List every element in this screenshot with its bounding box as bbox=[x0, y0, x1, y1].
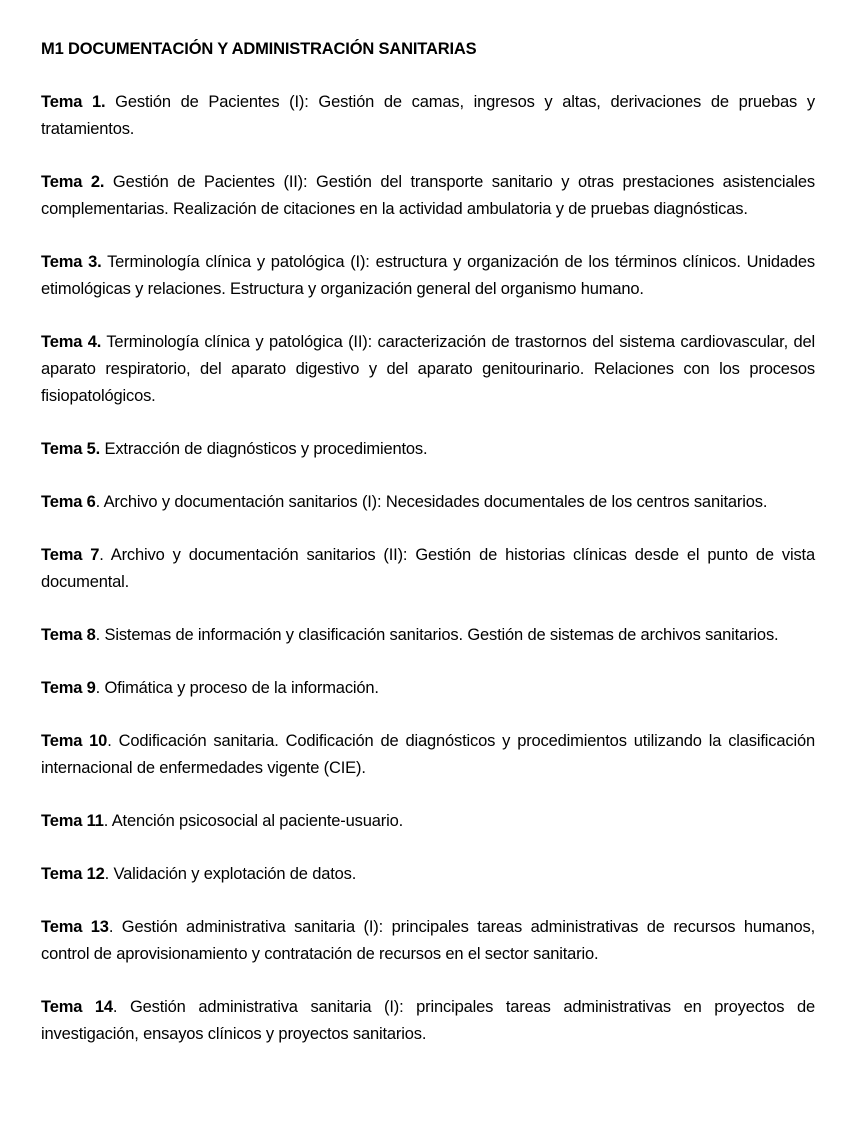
topic-item-7 bbox=[41, 542, 815, 596]
topic-item-6 bbox=[41, 489, 815, 516]
topic-text-4: Terminología clínica y patológica (II): caracterización de trastornos del sistema cardiovascular, del aparato respiratorio, del aparato digestivo y del aparato genitourinario. Relaciones con los procesos fisiopatológicos. bbox=[41, 333, 816, 405]
topic-text-6: . Archivo y documentación sanitarios (I): Necesidades documentales de los centros sanitarios. bbox=[95, 493, 768, 511]
topic-item-5 bbox=[41, 436, 815, 463]
topic-text-8: . Sistemas de información y clasificación sanitarios. Gestión de sistemas de archivos sanitarios. bbox=[95, 626, 779, 644]
topic-text-2: Gestión de Pacientes (II): Gestión del transporte sanitario y otras prestaciones asistenciales complementarias. Realización de citaciones en la actividad ambulatoria y de pruebas diagnósticas. bbox=[41, 173, 815, 218]
topic-item-10 bbox=[41, 728, 815, 782]
topic-label-11: Tema 11 bbox=[41, 812, 104, 830]
topic-label-4: Tema 4. bbox=[41, 333, 102, 351]
topic-label-12: Tema 12 bbox=[41, 865, 105, 883]
topic-item-2 bbox=[41, 169, 815, 223]
topic-label-7: Tema 7 bbox=[41, 546, 100, 564]
topic-label-2: Tema 2. bbox=[41, 173, 105, 191]
topic-text-14: . Gestión administrativa sanitaria (I): principales tareas administrativas en proyectos de investigación, ensayos clínicos y proyectos sanitarios. bbox=[41, 998, 815, 1043]
document-title: M1 DOCUMENTACIÓN Y ADMINISTRACIÓN SANITARIAS bbox=[41, 40, 477, 58]
topic-item-12 bbox=[41, 861, 815, 888]
topic-label-6: Tema 6 bbox=[41, 493, 96, 511]
topic-text-9: . Ofimática y proceso de la información. bbox=[95, 679, 379, 697]
topic-item-13 bbox=[41, 914, 815, 968]
topic-label-1: Tema 1. bbox=[41, 93, 106, 111]
topic-label-13: Tema 13 bbox=[41, 918, 109, 936]
topic-text-7: . Archivo y documentación sanitarios (II): Gestión de historias clínicas desde el punto de vista documental. bbox=[41, 546, 815, 591]
topic-text-3: Terminología clínica y patológica (I): estructura y organización de los términos clínicos. Unidades etimológicas y relaciones. Estructura y organización general del organismo humano. bbox=[41, 253, 816, 298]
topic-label-5: Tema 5. bbox=[41, 440, 101, 458]
topic-text-13: . Gestión administrativa sanitaria (I): principales tareas administrativas de recursos humanos, control de aprovisionamiento y contratación de recursos en el sector sanitario. bbox=[41, 918, 815, 963]
topic-text-1: Gestión de Pacientes (I): Gestión de camas, ingresos y altas, derivaciones de pruebas y tratamientos. bbox=[41, 93, 815, 138]
topic-label-9: Tema 9 bbox=[41, 679, 96, 697]
topic-item-9 bbox=[41, 675, 815, 702]
topic-item-8 bbox=[41, 622, 815, 649]
topic-text-11: . Atención psicosocial al paciente-usuario. bbox=[103, 812, 404, 830]
topic-label-8: Tema 8 bbox=[41, 626, 96, 644]
topic-text-5: Extracción de diagnósticos y procedimientos. bbox=[100, 440, 428, 458]
topic-item-3 bbox=[41, 249, 815, 303]
topic-item-14 bbox=[41, 994, 815, 1048]
topic-label-3: Tema 3. bbox=[41, 253, 102, 271]
topic-text-12: . Validación y explotación de datos. bbox=[104, 865, 357, 883]
topic-item-1 bbox=[41, 89, 815, 143]
topic-text-10: . Codificación sanitaria. Codificación de diagnósticos y procedimientos utilizando la clasificación internacional de enfermedades vigente (CIE). bbox=[41, 732, 816, 777]
topic-item-4 bbox=[41, 329, 815, 410]
topic-label-10: Tema 10 bbox=[41, 732, 108, 750]
topic-label-14: Tema 14 bbox=[41, 998, 113, 1016]
topic-item-11 bbox=[41, 808, 815, 835]
